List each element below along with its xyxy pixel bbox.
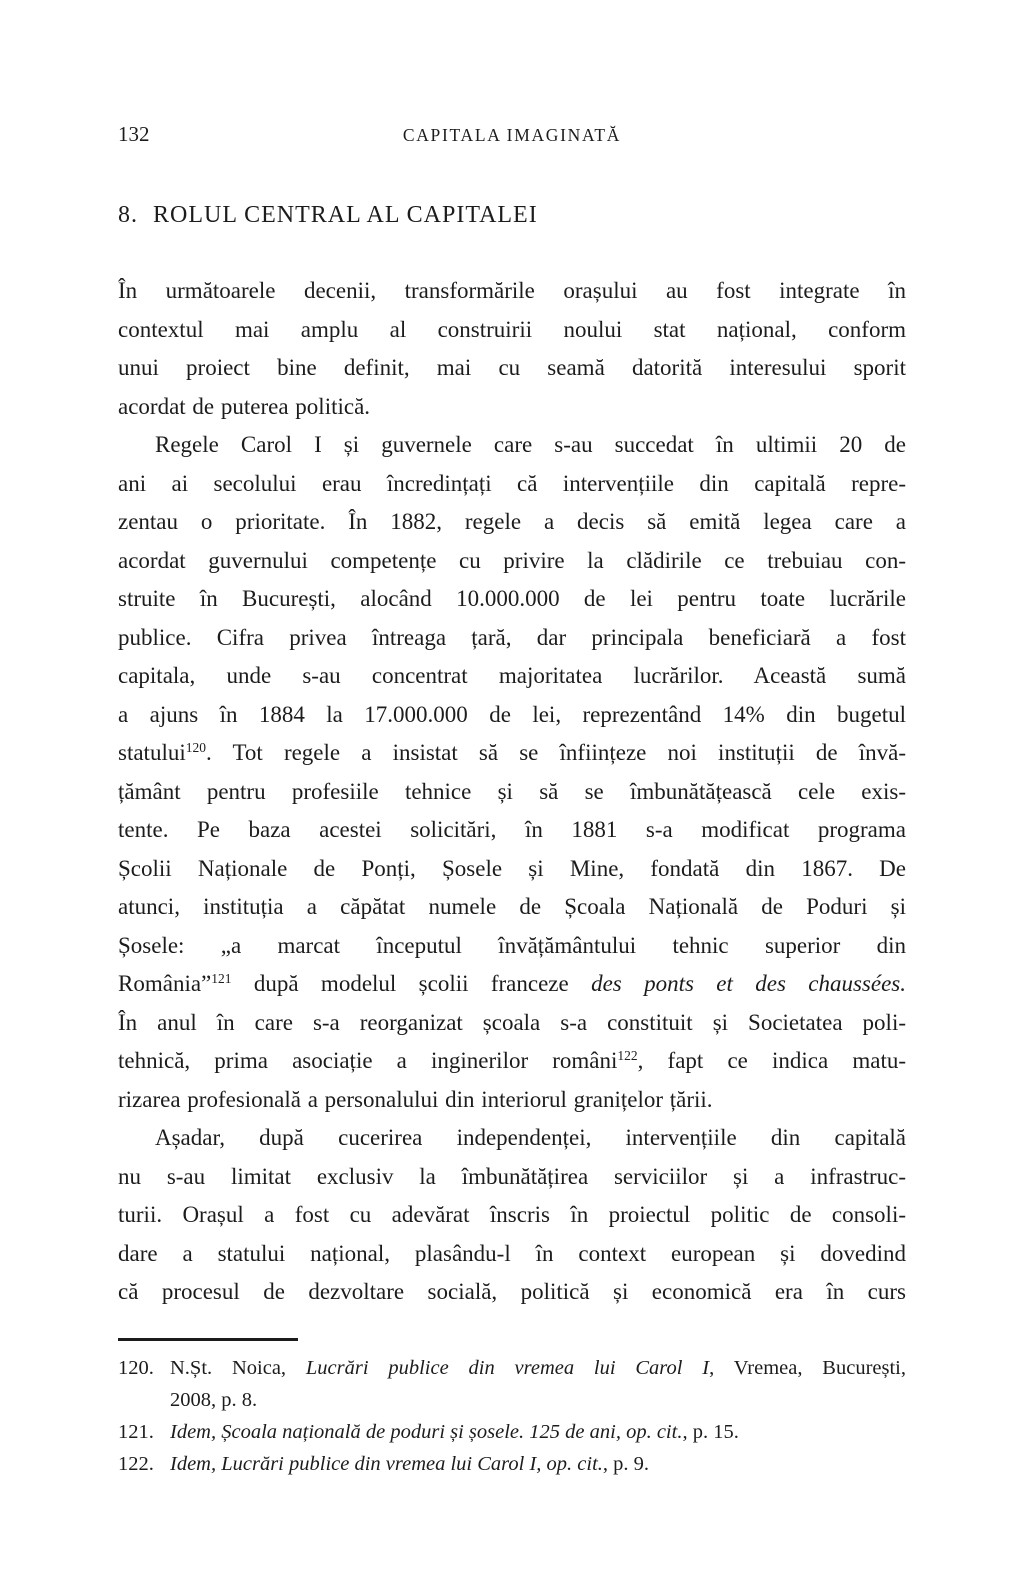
footnote-line [170, 1384, 906, 1416]
text-segment: 2008, p. 8. [170, 1388, 258, 1411]
body-line [118, 734, 906, 773]
footnote [118, 1352, 906, 1416]
text-segment: Idem, Lucrări publice din vremea lui Carol I, op. cit. [170, 1453, 603, 1476]
text-segment: rizarea profesională a personalului din interiorul granițelor țării. [118, 1086, 713, 1112]
body-text [118, 272, 906, 1312]
body-line [118, 311, 906, 350]
text-segment: contextul mai amplu al construirii noului stat național, conform [118, 316, 906, 342]
footnote-line [170, 1416, 906, 1448]
footnote-ref: 121 [211, 971, 232, 986]
running-head [118, 122, 906, 148]
footnote-ref: 122 [617, 1048, 638, 1063]
body-line [118, 1235, 906, 1274]
body-line [118, 1273, 906, 1312]
page-number: 132 [118, 122, 150, 146]
text-segment: tente. Pe baza acestei solicitări, în 1881 s-a modificat programa [118, 817, 906, 842]
body-line [118, 1158, 906, 1197]
footnote-line [170, 1352, 906, 1384]
text-segment: unui proiect bine definit, mai cu seamă datorită interesului sporit [118, 355, 906, 380]
text-segment: nu s-au limitat exclusiv la îmbunătățirea serviciilor și a infrastruc- [118, 1163, 906, 1189]
section-heading [118, 201, 538, 229]
text-segment: În următoarele decenii, transformările orașului au fost integrate în [118, 278, 906, 303]
body-line [118, 888, 906, 927]
body-line [118, 388, 906, 427]
text-segment: N.Șt. Noica, [170, 1356, 306, 1379]
text-segment: struite în București, alocând 10.000.000 de lei pentru toate lucrările [118, 586, 906, 611]
body-line [118, 580, 906, 619]
text-segment: tehnică, prima asociație a inginerilor români [118, 1048, 618, 1073]
text-segment: zentau o prioritate. În 1882, regele a decis să emită legea care a [118, 509, 906, 534]
footnote-separator [118, 1338, 298, 1341]
section-number: 8. [118, 202, 138, 228]
body-line [118, 811, 906, 850]
text-segment: În anul în care s-a reorganizat școala s-a constituit și Societatea poli- [118, 1009, 906, 1035]
body-line [118, 850, 906, 889]
text-segment: ani ai secolului erau încredințați că intervențiile din capitală repre- [118, 470, 906, 496]
footnote-number: 121. [118, 1420, 154, 1443]
text-segment: statului [118, 740, 186, 765]
text-segment: acordat guvernului competențe cu privire la clădirile ce trebuiau con- [118, 547, 906, 573]
footnote [118, 1448, 906, 1480]
body-line [118, 1004, 906, 1043]
body-line [118, 1196, 906, 1235]
text-segment: Idem, Școala națională de poduri și șosele. 125 de ani, op. cit. [170, 1420, 683, 1443]
text-segment: dare a statului național, plasându-l în context european și dovedind [118, 1240, 906, 1266]
body-line [118, 773, 906, 812]
text-segment: publice. Cifra privea întreaga țară, dar principala beneficiară a fost [118, 624, 906, 650]
footnote-number: 120. [118, 1356, 154, 1379]
footnotes [118, 1338, 906, 1480]
footnote-line [170, 1448, 906, 1480]
text-segment: a ajuns în 1884 la 17.000.000 de lei, reprezentând 14% din bugetul [118, 701, 906, 727]
footnote [118, 1416, 906, 1448]
text-segment: Școlii Naționale de Ponți, Șosele și Mine, fondată din 1867. De [118, 855, 906, 881]
body-line [118, 426, 906, 465]
text-segment: că procesul de dezvoltare socială, politică și economică era în curs [118, 1279, 906, 1304]
body-line [118, 1081, 906, 1120]
body-line [118, 619, 906, 658]
footnote-number: 122. [118, 1453, 154, 1476]
body-line [118, 503, 906, 542]
body-line [118, 657, 906, 696]
footnote-list [118, 1352, 906, 1481]
body-line [118, 696, 906, 735]
text-segment: , Vremea, București, [709, 1356, 906, 1379]
body-line [118, 272, 906, 311]
text-segment: , fapt ce indica matu- [637, 1048, 906, 1073]
running-title: CAPITALA IMAGINATĂ [402, 125, 622, 145]
body-line [118, 349, 906, 388]
text-segment: . Tot regele a insistat să se înființeze noi instituții de învă- [205, 740, 906, 765]
body-line [118, 1042, 906, 1081]
body-line [118, 1119, 906, 1158]
body-line [118, 965, 906, 1004]
footnote-ref: 120 [185, 740, 206, 755]
text-segment: Regele Carol I și guvernele care s-au succedat în ultimii 20 de [155, 432, 906, 457]
body-line [118, 465, 906, 504]
text-segment: după modelul școlii franceze [231, 971, 592, 996]
text-segment: turii. Orașul a fost cu adevărat înscris în proiectul politic de consoli- [118, 1202, 906, 1227]
body-line [118, 542, 906, 581]
text-segment: Șosele: „a marcat începutul învățământului tehnic superior din [118, 932, 906, 958]
text-segment: Lucrări publice din vremea lui Carol I [305, 1356, 710, 1379]
text-segment: atunci, instituția a căpătat numele de Școala Națională de Poduri și [118, 894, 906, 919]
text-segment: capitala, unde s-au concentrat majoritatea lucrărilor. Această sumă [118, 663, 906, 688]
body-line [118, 927, 906, 966]
text-segment: România” [118, 971, 212, 996]
text-segment: acordat de puterea politică. [118, 393, 371, 419]
text-segment: Așadar, după cucerirea independenței, intervențiile din capitală [155, 1125, 906, 1150]
text-segment: , p. 9. [602, 1453, 650, 1476]
text-segment: , p. 15. [682, 1420, 739, 1443]
section-title: ROLUL CENTRAL AL CAPITALEI [153, 202, 538, 228]
text-segment: des ponts et des chaussées. [591, 971, 906, 996]
text-segment: țământ pentru profesiile tehnice și să se îmbunătățească cele exis- [118, 778, 906, 804]
